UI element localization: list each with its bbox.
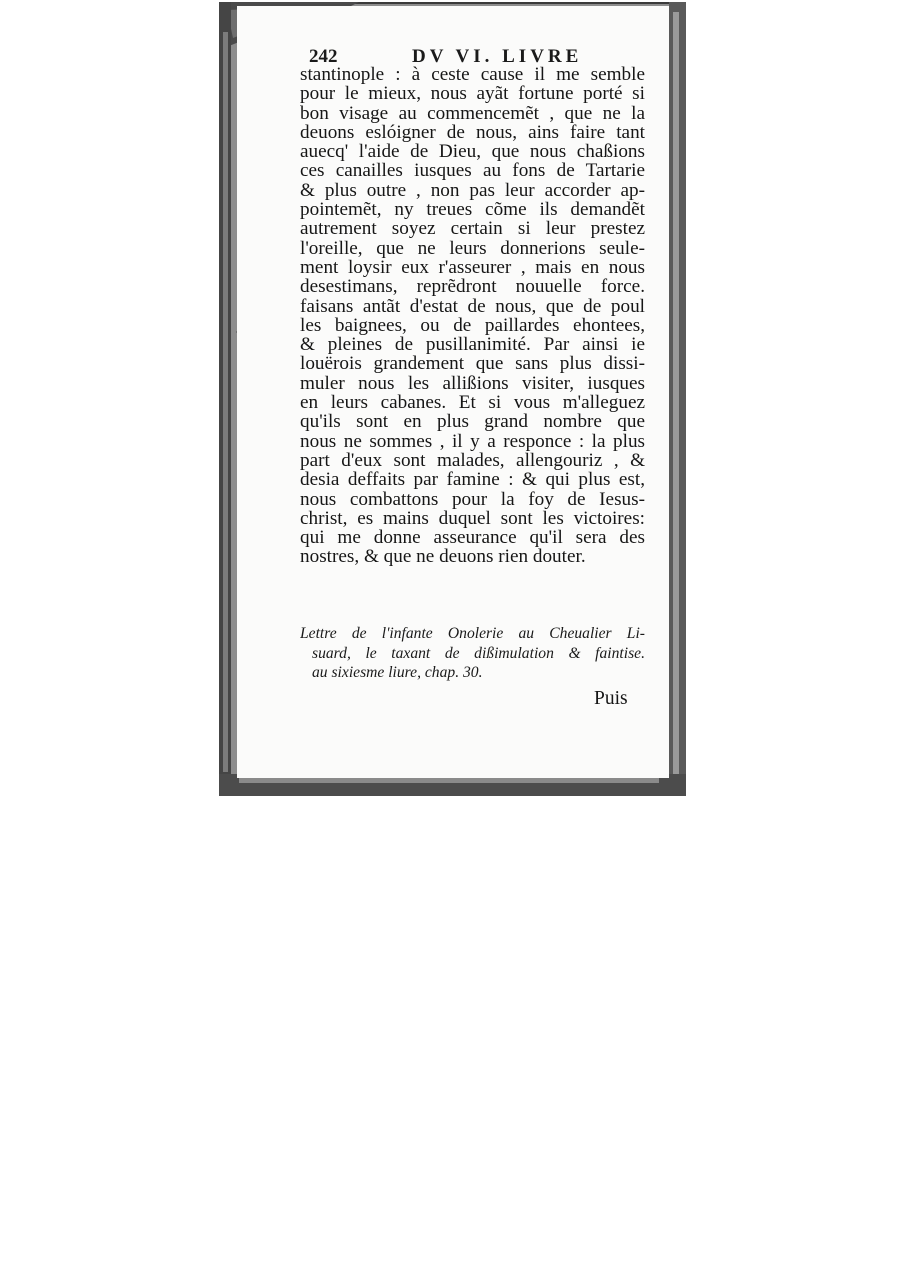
text-line: & pleines de pusillanimité. Par ainsi ie <box>300 335 645 355</box>
text-line: pointemẽt, ny treues cõme ils demandẽt <box>300 200 645 220</box>
body-text <box>300 65 645 567</box>
text-line: & plus outre , non pas leur accorder ap- <box>300 180 645 201</box>
text-line: desia deffaits par famine : & qui plus est, <box>300 470 645 490</box>
text-line: qu'ils sont en plus grand nombre que <box>300 412 645 432</box>
scanned-page <box>219 2 686 796</box>
text-line: en leurs cabanes. Et si vous m'alleguez <box>300 393 645 413</box>
text-line: christ, es mains duquel sont les victoires: <box>300 508 645 529</box>
text-line: nous combattons pour la foy de Iesus- <box>300 489 645 509</box>
text-line: les baignees, ou de paillardes ehontees, <box>300 315 645 336</box>
catchword: Puis <box>594 688 628 709</box>
text-line: faisans antãt d'estat de nous, que de poul <box>300 296 645 316</box>
text-line: desestimans, reprẽdront nouuelle force. <box>300 277 645 297</box>
caption-line: Lettre de l'infante Onolerie au Cheualier Li- <box>300 625 645 642</box>
chapter-caption <box>300 624 645 683</box>
text-line: louërois grandement que sans plus dissi- <box>300 354 645 374</box>
text-line: qui me donne asseurance qu'il sera des <box>300 528 645 548</box>
text-line: auecq' l'aide de Dieu, que nous chaßions <box>300 142 645 162</box>
text-line: ces canailles iusques au fons de Tartarie <box>300 161 645 181</box>
running-title: DV VI. LIVRE <box>412 46 583 67</box>
caption-line: suard, le taxant de dißimulation & faintise. <box>312 644 645 662</box>
text-line: stantinople : à ceste cause il me semble <box>300 65 645 85</box>
page-number: 242 <box>309 46 338 67</box>
text-line: pour le mieux, nous ayãt fortune porté si <box>300 84 645 104</box>
text-line: autrement soyez certain si leur prestez <box>300 219 645 239</box>
caption-line: au sixiesme liure, chap. 30. <box>312 664 483 681</box>
text-line: part d'eux sont malades, allengouriz , & <box>300 450 645 471</box>
text-line: ment loysir eux r'asseurer , mais en nous <box>300 257 645 278</box>
text-line: nous ne sommes , il y a responce : la plus <box>300 431 645 451</box>
text-line: l'oreille, que ne leurs donnerions seule- <box>300 238 645 258</box>
text-line: deuons eslóigner de nous, ains faire tant <box>300 122 645 143</box>
text-line: bon visage au commencemẽt , que ne la <box>300 103 645 123</box>
text-line: nostres, & que ne deuons rien douter. <box>300 547 586 567</box>
text-line: muler nous les allißions visiter, iusques <box>300 373 645 394</box>
